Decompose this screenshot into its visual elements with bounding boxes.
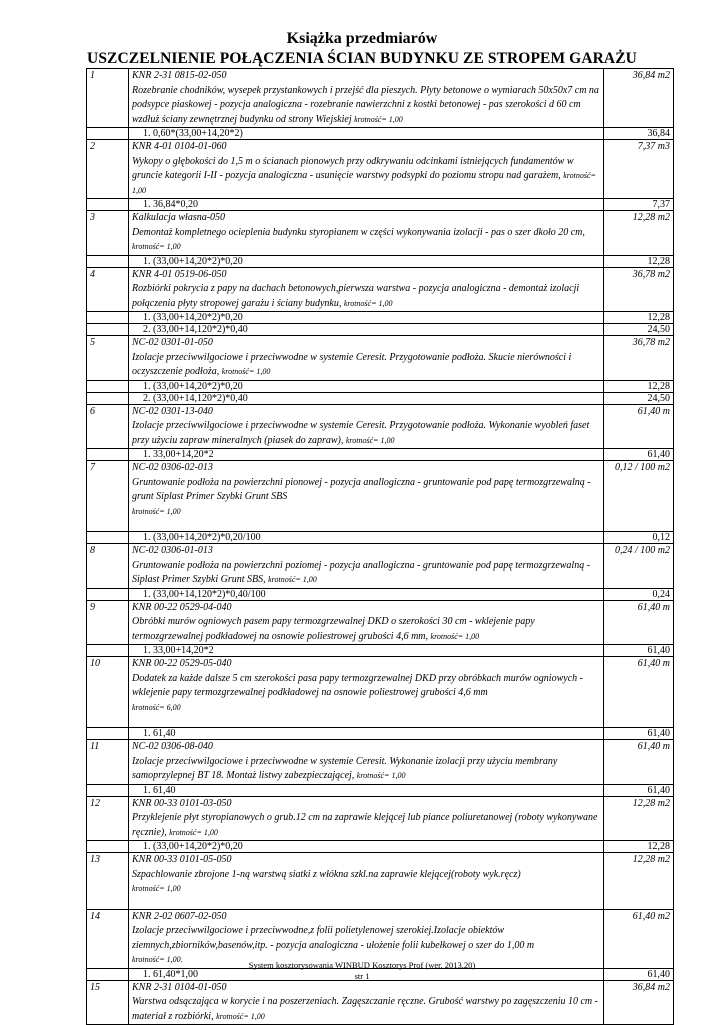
item-description-cell (129, 69, 604, 128)
item-code: KNR 00-33 0101-03-050 (132, 797, 232, 809)
calc-row (87, 532, 674, 544)
item-row (87, 267, 674, 312)
calc-row (87, 380, 674, 392)
calc-expression: 1. (33,00+14,20*2)*0,20 (129, 380, 604, 392)
item-quantity: 12,28 m2 (604, 853, 674, 910)
footer-page-number: str 1 (354, 971, 370, 981)
item-row (87, 796, 674, 841)
item-multiplier: krotność= 1,00 (354, 114, 403, 124)
calc-row (87, 588, 674, 600)
item-multiplier: krotność= 1,00 (132, 171, 596, 195)
item-multiplier: krotność= 1,00 (132, 884, 181, 893)
item-description (132, 282, 600, 311)
item-quantity: 12,28 m2 (604, 796, 674, 841)
item-description-cell (129, 461, 604, 532)
item-quantity: 61,40 m (604, 740, 674, 785)
item-description-cell (129, 980, 604, 1025)
item-description-cell (129, 267, 604, 312)
item-multiplier: krotność= 1,00 (132, 242, 181, 251)
item-quantity: 61,40 m (604, 657, 674, 728)
item-code: KNR 4-01 0519-06-050 (132, 268, 227, 280)
item-number: 13 (87, 853, 129, 910)
calc-spacer (87, 255, 129, 267)
item-description (132, 155, 600, 199)
calc-value: 0,12 (604, 532, 674, 544)
item-number: 1 (87, 69, 129, 128)
item-row (87, 853, 674, 910)
item-description-cell (129, 657, 604, 728)
item-number: 14 (87, 909, 129, 968)
item-code: KNR 4-01 0104-01-060 (132, 141, 227, 152)
item-number: 8 (87, 544, 129, 589)
calc-expression: 1. 61,40 (129, 784, 604, 796)
calc-spacer (87, 841, 129, 853)
page-footer (0, 960, 724, 982)
item-number: 4 (87, 267, 129, 312)
item-description-text: Izolacje przeciwwilgociowe i przeciwwodne w systemie Ceresit. Przygotowanie podłoża. Wykonanie wyobleń faset przy użyciu zapraw mineralnych (piasek do zapraw), (132, 420, 590, 446)
item-multiplier: krotność= 1,00 (221, 367, 271, 376)
item-description-cell (129, 140, 604, 199)
item-multiplier: krotność= 1,00 (169, 827, 218, 837)
calc-row (87, 645, 674, 657)
item-row (87, 69, 674, 128)
item-description-cell (129, 796, 604, 841)
calc-value: 24,50 (604, 324, 674, 336)
item-description (132, 84, 600, 128)
item-description-cell (129, 336, 604, 381)
calc-value: 12,28 (604, 841, 674, 853)
calc-value: 12,28 (604, 255, 674, 267)
calc-row (87, 449, 674, 461)
item-code: Kalkulacja własna-050 (132, 212, 226, 223)
item-quantity: 7,37 m3 (604, 140, 674, 199)
item-code: NC-02 0306-01-013 (132, 545, 213, 556)
item-description-cell (129, 600, 604, 645)
item-description-text: Rozbiórki pokrycia z papy na dachach betonowych,pierwsza warstwa - pozycja analogiczna - demontaż izolacji połączenia płyty stropowej garażu i ściany budynku, (132, 283, 580, 309)
item-row (87, 140, 674, 199)
calc-expression: 2. (33,00+14,120*2)*0,40 (129, 324, 604, 336)
item-description-text: Rozebranie chodników, wysepek przystankowych i przejść dla pieszych. Płyty betonowe o wymiarach 50x50x7 cm na podsypce piaskowej - pozycja analogiczna - rozebranie nawierzchni z kostki betonowej - pas szerokości d 60 cm wzdłuż ściany zewnętrznej budynku od strony Wiejskiej (132, 84, 599, 125)
footer-software: System kosztorysowania WINBUD Kosztorys Prof (wer. 2013.20) (248, 960, 476, 970)
calc-spacer (87, 532, 129, 544)
calc-expression: 1. 0,60*(33,00+14,20*2) (129, 128, 604, 140)
item-row (87, 600, 674, 645)
calc-spacer (87, 784, 129, 796)
item-description (132, 868, 600, 909)
calc-expression: 1. 36,84*0,20 (129, 199, 604, 211)
item-row (87, 740, 674, 785)
calc-expression: 1. (33,00+14,20*2)*0,20 (129, 841, 604, 853)
calc-expression: 1. 33,00+14,20*2 (129, 449, 604, 461)
item-number: 10 (87, 657, 129, 728)
item-quantity: 0,24 / 100 m2 (604, 544, 674, 589)
item-number: 11 (87, 740, 129, 785)
calc-expression: 1. (33,00+14,20*2)*0,20 (129, 255, 604, 267)
item-multiplier: krotność= 1,00 (268, 575, 317, 584)
calc-row (87, 841, 674, 853)
calc-spacer (87, 324, 129, 336)
item-number: 5 (87, 336, 129, 381)
item-description-text: Izolacje przeciwwilgociowe i przeciwwodne,z folii polietylenowej szerokiej.Izolacje obiektów ziemnych,zbiorników,basenów,itp. - pozycja analogiczna - ułożenie folii kubełkowej o szer do 1,00 m (132, 925, 535, 951)
calc-spacer (87, 392, 129, 404)
item-description-cell (129, 211, 604, 256)
item-description-text: Przyklejenie płyt styropianowych o grub.12 cm na zaprawie klejącej lub piance poliuretanowej (roboty wykonywane ręcznie), (132, 812, 598, 838)
item-multiplier: krotność= 1,00 (430, 631, 480, 641)
item-code: KNR 00-33 0101-05-050 (132, 854, 232, 865)
item-description-text: Warstwa odsączająca w korycie i na poszerzeniach. Zagęszczanie ręczne. Grubość warstwy po zagęszczeniu 10 cm - materiał z rozbiórki, (132, 996, 598, 1022)
item-code: KNR 2-31 0104-01-050 (132, 981, 227, 993)
item-description (132, 476, 600, 532)
item-multiplier: krotność= 1,00 (356, 771, 406, 780)
calc-spacer (87, 728, 129, 740)
items-table (86, 68, 674, 1025)
calc-value: 36,84 (604, 128, 674, 140)
calc-row (87, 255, 674, 267)
item-description-text: Szpachlowanie zbrojone 1-ną warstwą siatki z włókna szkl.na zaprawie klejącej(roboty wyk.ręcz) (132, 868, 521, 880)
item-description-text: Gruntowanie podłoża na powierzchni pionowej - pozycja anallogiczna - gruntowanie pod papę termozgrzewalną - grunt Siplast Primer Szybki Grunt SBS (132, 476, 591, 502)
calc-value: 0,24 (604, 588, 674, 600)
calc-expression: 1. (33,00+14,20*2)*0,20 (129, 312, 604, 324)
item-row (87, 544, 674, 589)
item-description-cell (129, 740, 604, 785)
item-code: NC-02 0306-02-013 (132, 462, 213, 473)
item-description (132, 755, 600, 784)
item-multiplier: krotność= 6,00 (132, 702, 181, 712)
item-row (87, 980, 674, 1025)
item-description-text: Dodatek za każde dalsze 5 cm szerokości pasa papy termozgrzewalnej DKD przy obróbkach murów ogniowych - wklejenie papy termozgrzewalnej podkładowej na osnowie poliestrowej grubości 4,6 mm (132, 672, 583, 698)
calc-expression: 1. 61,40*1,00 (129, 968, 604, 980)
item-code: KNR 00-22 0529-05-040 (132, 658, 232, 669)
calc-expression: 1. (33,00+14,20*2)*0,20/100 (129, 532, 604, 544)
item-quantity: 61,40 m (604, 600, 674, 645)
item-row (87, 211, 674, 256)
item-quantity: 61,40 m (604, 404, 674, 449)
item-row (87, 657, 674, 728)
calc-spacer (87, 128, 129, 140)
item-number: 15 (87, 980, 129, 1025)
item-description (132, 995, 600, 1024)
calc-row (87, 199, 674, 211)
calc-expression: 1. 33,00+14,20*2 (129, 645, 604, 657)
item-description (132, 811, 600, 840)
item-multiplier: krotność= 1,00 (132, 506, 181, 516)
calc-value: 61,40 (604, 784, 674, 796)
item-number: 3 (87, 211, 129, 256)
calc-value: 61,40 (604, 728, 674, 740)
item-number: 7 (87, 461, 129, 532)
calc-value: 61,40 (604, 449, 674, 461)
calc-value: 7,37 (604, 199, 674, 211)
item-code: NC-02 0301-01-050 (132, 337, 213, 348)
item-row (87, 336, 674, 381)
item-number: 2 (87, 140, 129, 199)
calc-value: 12,28 (604, 312, 674, 324)
item-multiplier: krotność= 1,00. (132, 955, 183, 964)
calc-row (87, 784, 674, 796)
item-description (132, 615, 600, 644)
item-description (132, 351, 600, 380)
item-description-text: Demontaż kompletnego ocieplenia budynku styropianem w części wykonywania izolacji - pas o szer dkoło 20 cm, (132, 226, 585, 238)
calc-spacer (87, 199, 129, 211)
calc-spacer (87, 645, 129, 657)
item-description-cell (129, 853, 604, 910)
calc-value: 61,40 (604, 968, 674, 980)
item-description-text: Gruntowanie podłoża na powierzchni poziomej - pozycja anallogiczna - gruntowanie pod papę termozgrzewalną - Siplast Primer Szybki Grunt SBS, (132, 559, 591, 585)
calc-row (87, 324, 674, 336)
calc-value: 12,28 (604, 380, 674, 392)
item-quantity: 12,28 m2 (604, 211, 674, 256)
item-description-text: Wykopy o głębokości do 1,5 m o ścianach pionowych przy odkrywaniu odcinkami istniejących fundamentów w gruncie kategorii I-II - pozycja analogiczna - usunięcie warstwy podsypki do poziomu stropu nad garażem, (132, 155, 574, 181)
item-row (87, 461, 674, 532)
item-quantity: 36,84 m2 (604, 980, 674, 1025)
item-quantity: 36,78 m2 (604, 267, 674, 312)
item-code: NC-02 0306-08-040 (132, 741, 213, 752)
item-code: KNR 2-31 0815-02-050 (132, 70, 227, 81)
item-code: NC-02 0301-13-040 (132, 405, 213, 417)
item-description (132, 419, 600, 448)
item-multiplier: krotność= 1,00 (345, 435, 395, 445)
calc-value: 24,50 (604, 392, 674, 404)
item-code: KNR 00-22 0529-04-040 (132, 601, 232, 613)
item-quantity: 36,84 m2 (604, 69, 674, 128)
calc-row (87, 728, 674, 740)
item-multiplier: krotność= 1,00 (343, 298, 393, 308)
item-multiplier: krotność= 1,00 (216, 1011, 265, 1021)
item-description-text: Izolacje przeciwwilgociowe i przeciwwodne w systemie Ceresit. Przygotowanie podłoża. Skucie nierówności i oczyszczenie podłoża, (132, 351, 572, 377)
document-subtitle: USZCZELNIENIE POŁĄCZENIA ŚCIAN BUDYNKU ZE STROPEM GARAŻU (87, 50, 637, 67)
item-number: 9 (87, 600, 129, 645)
page-title: Książka przedmiarów (286, 30, 438, 47)
item-quantity: 61,40 m2 (604, 909, 674, 968)
calc-row (87, 392, 674, 404)
item-quantity: 0,12 / 100 m2 (604, 461, 674, 532)
calc-expression: 1. 61,40 (129, 728, 604, 740)
calc-row (87, 128, 674, 140)
calc-spacer (87, 588, 129, 600)
item-row (87, 404, 674, 449)
calc-expression: 2. (33,00+14,120*2)*0,40 (129, 392, 604, 404)
item-description-cell (129, 404, 604, 449)
calc-row (87, 312, 674, 324)
item-number: 12 (87, 796, 129, 841)
calc-spacer (87, 380, 129, 392)
calc-spacer (87, 312, 129, 324)
item-description-cell (129, 544, 604, 589)
item-description-text: Obróbki murów ogniowych pasem papy termozgrzewalnej DKD o szerokości 30 cm - wklejenie papy termozgrzewalnej podkładowej na osnowie poliestrowej grubości 4,6 mm, (132, 616, 535, 642)
item-number: 6 (87, 404, 129, 449)
item-description-text: Izolacje przeciwwilgociowe i przeciwwodne w systemie Ceresit. Wykonanie izolacji przy użyciu membrany samoprzylepnej BT 18. Montaż listwy zabezpieczającej, (132, 755, 558, 781)
calc-expression: 1. (33,00+14,120*2)*0,40/100 (129, 588, 604, 600)
calc-value: 61,40 (604, 645, 674, 657)
item-code: KNR 2-02 0607-02-050 (132, 910, 227, 922)
item-quantity: 36,78 m2 (604, 336, 674, 381)
calc-spacer (87, 449, 129, 461)
item-description (132, 672, 600, 728)
item-description (132, 226, 600, 255)
item-description (132, 559, 600, 588)
